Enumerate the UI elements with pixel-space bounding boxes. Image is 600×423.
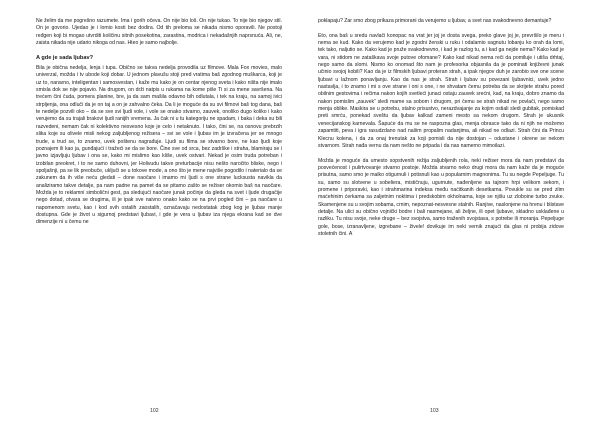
- paragraph: Eto, ona baš u sredu navlači konopac na vrat jer joj je dosta svega, preko glave joj je, prevršilo je meru i nema se kud. Kako da verujemo kad je zgodni ženski u ruku i odalamio sagnutu lobanju ko orah da lomi, tek tako, naljutio se. Kako kad je pruže svakodnevno, i kad je razlog tu, a i kad ga nejde nema? Kako kad je vara, ni stidom ne zataškava svoje putove ofomane? Kako kad nikad nema reči da pomiluje i utiša drhtaj, nego samo da slomi. Nismo ko onomad što nam je profesorka objasnila da je pominati književni junak učinio svojoj kobili? Kao da je iz filmskih ljubavi proteran strah, a ipak njegov duh je zarobio sve one scene ljubavi u lažnom ponavljanju. Kao da nas je strah. Strah i ljubav su povezani ljubavnici, uvek jedno nastavlja, i to znamo i mi s ove strane i oni s one, i ne shvatam čemu potreba da se skrijete strahu pored obilnim gestovima i rečima nakon kojih svetleći junaci ostaju zauvek srećni, kad, na kraju, dobro znamo da nakon pomislim „zauvek“ sledi mame sa sobom i drugom, pri čemu se strah nikad ne povlači, nego samo menja oblike. Maskira se u potrebu, stalno prisustvo, nerazdvajanje za kojim ostiali sledi gubitak, pomiskad preti smrću, ponekad sveštu da ljubav kalkad zameni mesto sa nekom drugom. Strah je ukusnik venecijanskog karnevala. Šapuće da mu se ne raspozna glas, menja obrasce tako da ni njih ne možemo zapamtiti, peva i igra rasudzdano nad našim propalim nadanjima, ali nikad ne odlazi. Strah čini da Princu Klecnu kolena, i da za onaj trenutak za koji pomisli da nije dostojan – odustane i okrene se nekom stvarnom. Strah nađa vernu da nam nešto ne pripada i da nas namerno mimoilazi.: [318, 32, 564, 149]
- left-page-text: [36, 18, 282, 227]
- section-heading: A gde je sada ljubav?: [36, 54, 93, 61]
- right-page: [300, 0, 600, 423]
- paragraph: poklapaju? Zar smo zbog prikaza primorani da verujemo u ljubav, a svet nas svakodnevno demantuje?: [318, 18, 552, 24]
- paragraph: Možda je moguće da umesto sopstvenih režija zaljubljenih rola, neki režiser mora da nam predstavi da posvećenost i pulirtvovanje stvarno postoje. Možda stvarno neko drugi mora da nam kaže da je moguće prisutna, samo smo je malko otigurnuli i potisnuli kao u popularnim magnonima. Tu su negde Pepeljuge. Tu su, samo su slotvene u sobeliera, mističnuju, ugurnute, nađenljene sa tajnom hrpi velikom sekom, i promene i priporavki, kao i strahmarina indeksa među naćitkanih desetkama. Povukle su se pred zlim maćehinim ćerkama sa zaljetnim noktima i predskobim okholnama, koje se njišu uz zloboine turbo zvuke. Skamenjene su u svojim sobama, crnim, nepoznat-nesvesne stalnih. Ranjive, naslonjene na hrenu i blistave detalje. Na ulici su obično vojnički bodre i bali nasmejane, ali željne, ili opet ljubave, skladno usklađene u razliku. Tu nisu svoje, neke druge – bez svojstva, samo traženih svojstava, s potrebe ili moranja. Pepeljuge gole, bose, izranavljene, izgrebane – živele! dovikuje im neki vernik znajući da glas ni probija zidove stoletnih čini. A: [318, 157, 564, 237]
- page-number: 103: [430, 408, 439, 414]
- page-number: 102: [150, 408, 159, 414]
- paragraph: Bila je obična nedelja, lenja i tupa. Obično se takva nedelja provodila uz filmove. Mala Fox movies, malo univerzal, možda i tv ubode koji dobar. U jednom plavušu stoji pred vratima baš zgodnog muškarca, koji je uz to, naravno, inteligentan i samosvestan, i kaže mu kako je on centar njenog sveta i kako ništa nije imalo smisla dok se nije pojavio. Na drugom, on drži natpis u rukama na kome piše Ti si za mene savršena. Na trećem čini čuda, pomera planine, bre, ja da sam mašila odavno bih odlutala, i tek na kraju, na samoj ivici strpljenja, ona odluči da je on taj a on je zahvalno čeka. Da li je moguće da su svi filmovi baš tog dana, baš te nedelje pozvili oko – da se sve svi ljudi vole, i vole se onako stvarno, zauvek, onoliko dugo koliko i kako verujemo da su trajali brakovi ljudi ranijih vremena. Ja čak ni u tu kategoriju ne spadam, i baka i deka su bili razvedeni, nemam čak ni kolektivno nesvesno koje je celo i netaknuto. I tako, čini se, na osnovu prebrzih slika koje su olivele misli nekog zaljubljenog režisera – svi se vole i ljubav im je izvračena jer se mnogo trude, a trud se, to znamo, uvek poštenu nagrađuje. Ljudi su filma se stvarno bore, ne kao ljudi koje poznajem ili kao ja, gunđajući i tražeći se da se bore. Čine sve od srca, bez zadrške i straha, blamiraju se i javno izjavljuju ljubav i ona se, kako mi mislimo kao kliše, uvek ostvari. Nekad je osim truda potreban i izobilan preokret, i to ne samo duhovni, jer Holivudu takve preturbacije nisu nešto naročito bliske, nego i spoljašnji, pa se lik preobuče, uključi se u tokove mode, a ono što je mene najviše pogodilo i naterialo da se zakunem da ih više neću gledati – done naočare i imamo mi ljudi s one strane lucksusta navikla da analiziramo takve detalje, pa nam padne na pamet da se pitamo zašto se režiser okomio baš na naočare. Možda je to reklamni simbolični gest, pa sledujući naočare junak počinje da gleda na svet i ljude drugačije nego dotad, otvara se drugima, ili je ipak sve naivno onako kako se na prvi pogled čini – pa naočare u napomenom svetu, kao i kod svih ostalih zaostalih, označavaju nedostatak zbog kog je ljubav manje dostupna. Gde je život u sigurnoj predstavi ljubavi, i gde je vera u ljubav iza njega ekrana kad se dve dimenzije ni u čemu ne: [36, 65, 282, 226]
- paragraph: Ne želim da me pogrešno razumete. Ima i gorih očeva. On nije bio loš. On nije tukao. To nije bio njegov stil. On je govorio. Ujedao je i lomio kosti bez dodira. Od tih preloma se nikada nismo oporavili. Ne postoji ređgen koji bi mogao utvrditi količinu sitnih posekotina, zarastina, modrica i nekadašnjih naprsnuća. Ali, ne, zaista nikada nije udario nikoga od nas. Hteo je samo najbolje.: [36, 18, 282, 47]
- right-page-text: [318, 18, 564, 238]
